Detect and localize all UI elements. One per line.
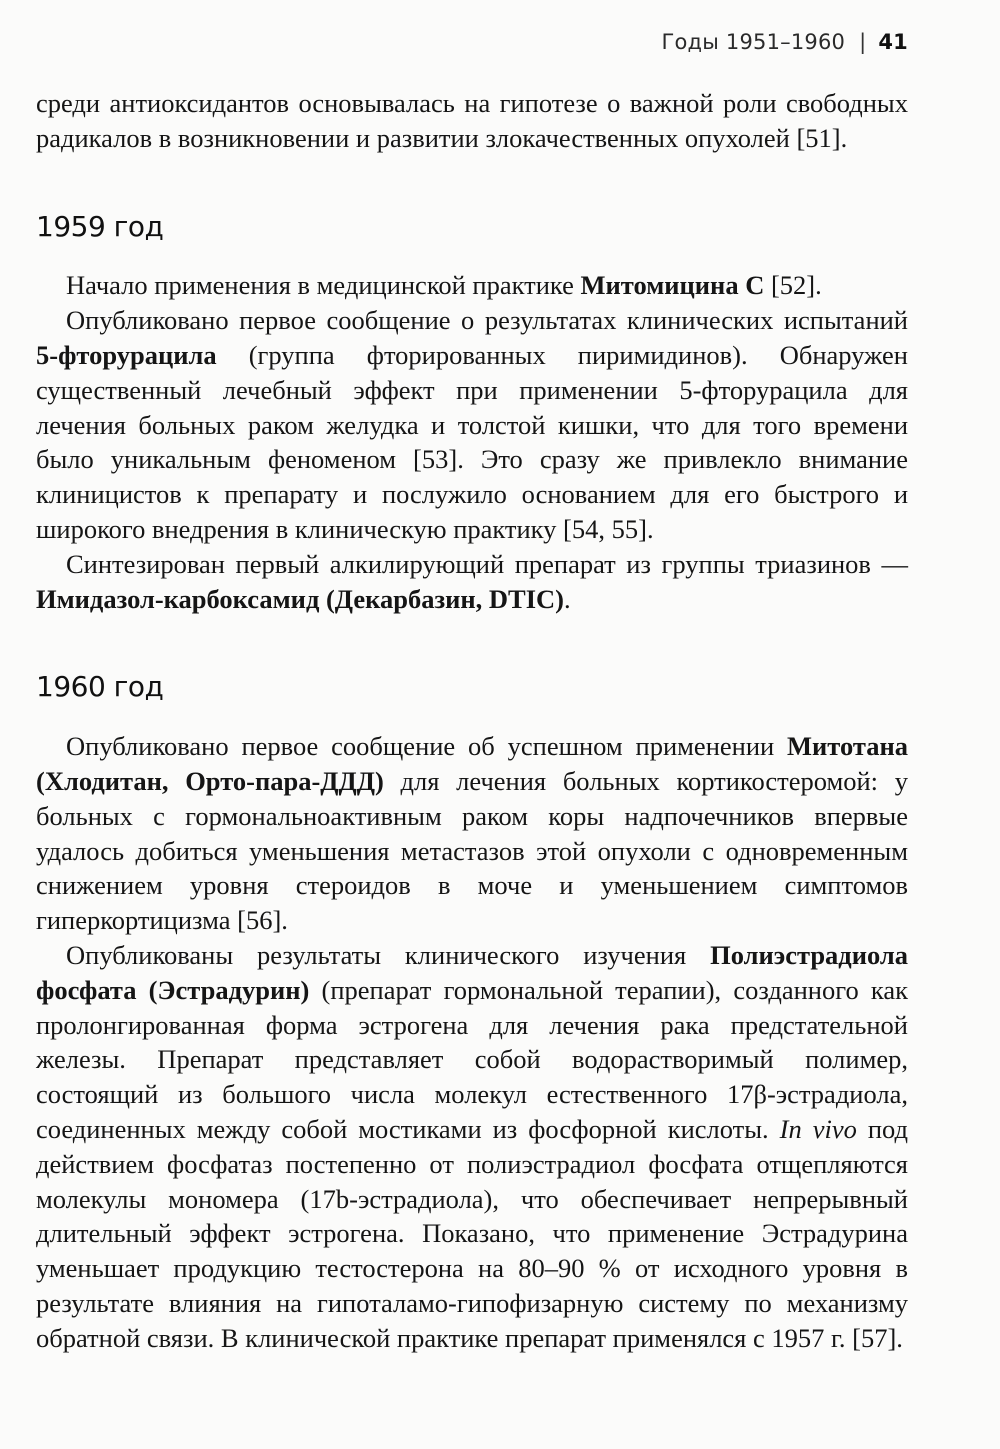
- running-header-title: Годы 1951–1960: [661, 30, 846, 54]
- paragraph-1959-mitomycin: [36, 268, 908, 303]
- text-run: Опубликованы результаты клинического изучения: [66, 939, 711, 970]
- paragraph-1960-estradurin: [36, 938, 908, 1356]
- page-body: [36, 86, 908, 1356]
- intro-paragraph: среди антиоксидантов основывалась на гипотезе о важной роли свободных радикалов в возникновении и развитии злокачественных опухолей [51].: [36, 88, 908, 153]
- paragraph-1960-mitotane: [36, 729, 908, 938]
- drug-name-bold: Митомицина С: [580, 270, 765, 301]
- drug-name-bold: 5-фторурацила: [36, 339, 217, 370]
- running-header-separator: |: [859, 30, 867, 54]
- running-header: [661, 30, 908, 54]
- drug-name-bold: Полиэстрадиола фосфата (Эстрадурин): [36, 939, 908, 1005]
- text-run: Синтезирован первый алкилирующий препарат из группы триазинов —: [66, 548, 908, 579]
- text-run: Опубликовано первое сообщение об успешном применении: [66, 731, 788, 762]
- text-run: .: [564, 583, 571, 614]
- paragraph-1959-fluorouracil: [36, 303, 908, 547]
- drug-name-bold: Митотана (Хлодитан, Орто-пара-ДДД): [36, 731, 908, 796]
- section-heading-1960: 1960 год: [36, 670, 164, 704]
- text-run: под действием фосфатаз постепенно от полиэстрадиол фосфата отщепляются молекулы мономера (17b-эстрадиола), что обеспечивает непрерывный длительный эффект эстрогена. Показано, что применение Эстрадурина уменьшает продукцию тестостерона на 80–90 % от исходного уровня в результате влияния на гипоталамо-гипофизарную систему по механизму обратной связи. В клинической практике препарат применялся с 1957 г. [57].: [36, 1113, 909, 1353]
- drug-name-bold: Имидазол-карбоксамид (Декарбазин, DTIC): [36, 583, 564, 614]
- text-run: (препарат гормональной терапии), созданного как пролонгированная форма эстрогена для лечения рака предстательной железы. Препарат представляет собой водорастворимый полимер, состоящий из большого числа молекул естественного 17β-эстрадиола, соединенных между собой мостиками из фосфорной кислоты.: [36, 974, 908, 1144]
- text-run: Начало применения в медицинской практике: [66, 270, 581, 301]
- text-run: [52].: [764, 270, 822, 301]
- text-run: (группа фторированных пиримидинов). Обнаружен существенный лечебный эффект при применении 5-фторурацила для лечения больных раком желудка и толстой кишки, что для того времени было уникальным феноменом [53]. Это сразу же привлекло внимание клиницистов к препарату и послужило основанием для его быстрого и широкого внедрения в клиническую практику [54, 55].: [36, 339, 908, 544]
- section-heading-1959: 1959 год: [36, 209, 164, 243]
- text-run: Опубликовано первое сообщение о результатах клинических испытаний: [66, 305, 908, 336]
- paragraph-1959-dacarbazine: [36, 547, 908, 617]
- page-number: 41: [878, 30, 908, 54]
- latin-term-italic: In vivo: [779, 1113, 857, 1144]
- text-run: для лечения больных кортикостеромой: у больных с гормональноактивным раком коры надпочечников впервые удалось добиться уменьшения метастазов этой опухоли с одновременным снижением уровня стероидов в моче и уменьшением симптомов гиперкортицизма [56].: [36, 765, 908, 936]
